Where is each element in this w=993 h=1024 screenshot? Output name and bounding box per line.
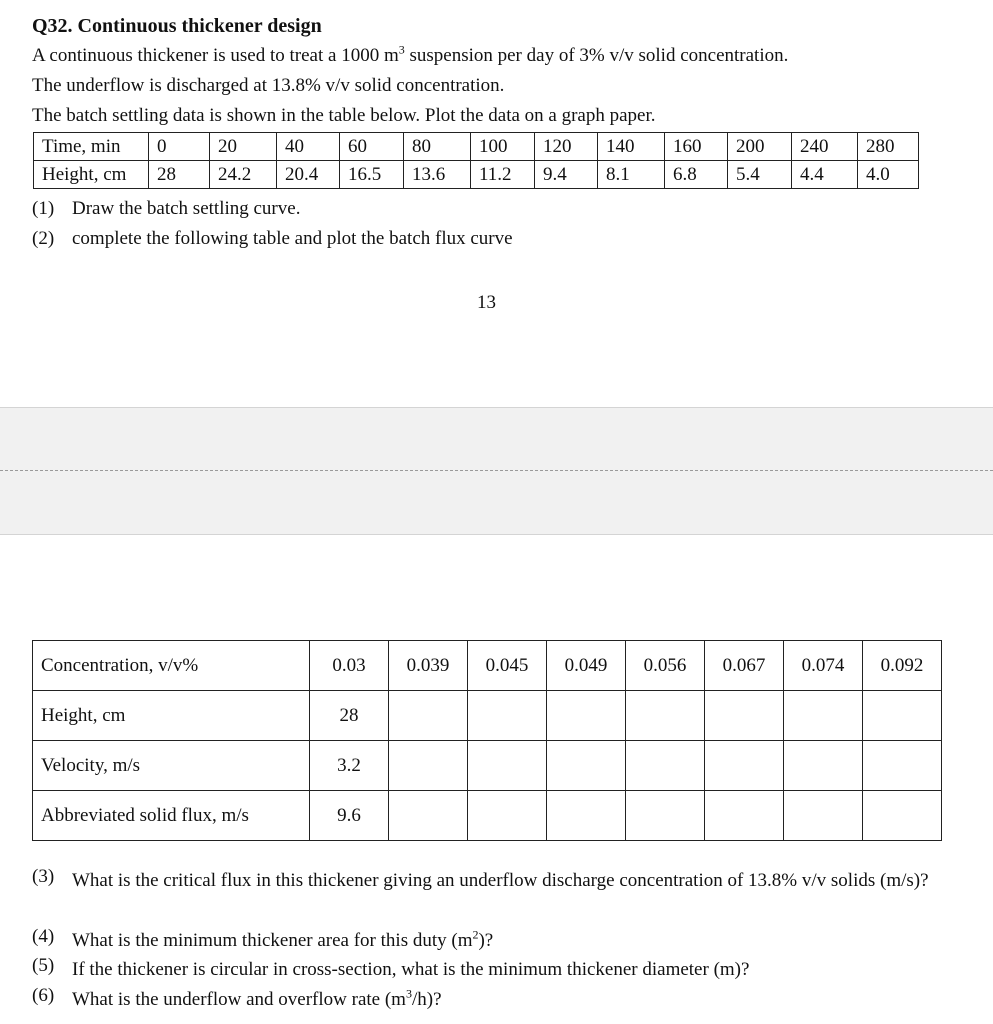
question-title: Q32. Continuous thickener design — [32, 15, 322, 37]
time-row — [34, 133, 919, 161]
height-row-label: Height, cm — [34, 161, 149, 189]
table-cell: 0.049 — [547, 641, 626, 691]
task-2-text: complete the following table and plot the batch flux curve — [72, 228, 513, 249]
question-3 — [32, 866, 952, 895]
empty-answer-cell — [547, 741, 626, 791]
page-break-band — [0, 407, 993, 535]
batch-settling-table — [33, 132, 919, 189]
table-cell: 0.067 — [705, 641, 784, 691]
empty-answer-cell — [389, 791, 468, 841]
table-row — [33, 741, 942, 791]
page-break-divider — [0, 470, 993, 471]
height-row — [34, 161, 919, 189]
empty-answer-cell — [784, 741, 863, 791]
empty-answer-cell — [863, 791, 942, 841]
table-cell: 11.2 — [471, 161, 535, 189]
task-1-text: Draw the batch settling curve. — [72, 198, 301, 219]
question-6 — [32, 985, 952, 1014]
table-cell: 9.6 — [310, 791, 389, 841]
empty-answer-cell — [863, 741, 942, 791]
intro-line-1 — [32, 42, 789, 67]
intro-line-1-text-b: suspension per day of 3% v/v solid concentration. — [404, 45, 789, 66]
task-1-number: (1) — [32, 198, 55, 219]
question-4 — [32, 926, 952, 955]
empty-answer-cell — [468, 741, 547, 791]
task-2-number: (2) — [32, 228, 55, 249]
question-5 — [32, 955, 952, 984]
empty-answer-cell — [784, 691, 863, 741]
empty-answer-cell — [468, 791, 547, 841]
empty-answer-cell — [784, 791, 863, 841]
table-cell: 9.4 — [535, 161, 598, 189]
table-row — [33, 791, 942, 841]
table-cell: 5.4 — [728, 161, 792, 189]
table-cell: 0.074 — [784, 641, 863, 691]
row-label-velocity: Velocity, m/s — [33, 741, 310, 791]
question-6-text-b: /h)? — [411, 989, 442, 1010]
table-cell: 16.5 — [340, 161, 404, 189]
table-cell: 0 — [149, 133, 210, 161]
table-cell: 4.4 — [792, 161, 858, 189]
table-cell: 0.03 — [310, 641, 389, 691]
question-4-text-b: )? — [478, 930, 494, 951]
row-label-solid-flux: Abbreviated solid flux, m/s — [33, 791, 310, 841]
time-row-label: Time, min — [34, 133, 149, 161]
empty-answer-cell — [626, 791, 705, 841]
table-cell: 4.0 — [858, 161, 919, 189]
question-4-body — [72, 926, 952, 955]
table-cell: 280 — [858, 133, 919, 161]
row-label-height: Height, cm — [33, 691, 310, 741]
table-cell: 13.6 — [404, 161, 471, 189]
question-6-text-a: What is the underflow and overflow rate (m — [72, 989, 406, 1010]
empty-answer-cell — [705, 791, 784, 841]
empty-answer-cell — [389, 691, 468, 741]
table-cell: 100 — [471, 133, 535, 161]
batch-flux-table — [32, 640, 942, 841]
table-cell: 200 — [728, 133, 792, 161]
table-cell: 20.4 — [277, 161, 340, 189]
row-label-concentration: Concentration, v/v% — [33, 641, 310, 691]
question-6-number: (6) — [32, 985, 55, 1006]
question-4-number: (4) — [32, 926, 55, 947]
cubic-superscript: 3 — [398, 42, 405, 57]
table-cell: 240 — [792, 133, 858, 161]
table-row — [33, 641, 942, 691]
empty-answer-cell — [626, 741, 705, 791]
page-number: 13 — [477, 292, 496, 313]
table-cell: 6.8 — [665, 161, 728, 189]
table-cell: 120 — [535, 133, 598, 161]
empty-answer-cell — [626, 691, 705, 741]
question-4-text-a: What is the minimum thickener area for this duty (m — [72, 930, 473, 951]
table-cell: 3.2 — [310, 741, 389, 791]
empty-answer-cell — [547, 691, 626, 741]
table-cell: 0.039 — [389, 641, 468, 691]
question-5-number: (5) — [32, 955, 55, 976]
empty-answer-cell — [547, 791, 626, 841]
table-cell: 60 — [340, 133, 404, 161]
intro-line-2: The underflow is discharged at 13.8% v/v solid concentration. — [32, 75, 505, 96]
table-cell: 24.2 — [210, 161, 277, 189]
table-cell: 0.056 — [626, 641, 705, 691]
question-3-text: What is the critical flux in this thickener giving an underflow discharge concentration of 13.8% v/v solids (m/s)? — [72, 870, 929, 891]
squared-superscript: 2 — [472, 927, 479, 942]
table-cell: 40 — [277, 133, 340, 161]
table-cell: 0.092 — [863, 641, 942, 691]
empty-answer-cell — [705, 741, 784, 791]
question-5-text: If the thickener is circular in cross-section, what is the minimum thickener diameter (m)? — [72, 959, 750, 980]
table-cell: 140 — [598, 133, 665, 161]
table-row — [33, 691, 942, 741]
table-cell: 8.1 — [598, 161, 665, 189]
intro-line-3: The batch settling data is shown in the table below. Plot the data on a graph paper. — [32, 105, 656, 126]
table-cell: 20 — [210, 133, 277, 161]
empty-answer-cell — [468, 691, 547, 741]
question-3-number: (3) — [32, 866, 55, 887]
table-cell: 0.045 — [468, 641, 547, 691]
table-cell: 80 — [404, 133, 471, 161]
table-cell: 28 — [310, 691, 389, 741]
empty-answer-cell — [389, 741, 468, 791]
question-6-body — [72, 985, 952, 1014]
table-cell: 28 — [149, 161, 210, 189]
task-2 — [32, 228, 513, 250]
task-1 — [32, 198, 300, 220]
table-cell: 160 — [665, 133, 728, 161]
intro-line-1-text-a: A continuous thickener is used to treat a 1000 m — [32, 45, 399, 66]
empty-answer-cell — [863, 691, 942, 741]
cubed-superscript: 3 — [405, 986, 412, 1001]
empty-answer-cell — [705, 691, 784, 741]
